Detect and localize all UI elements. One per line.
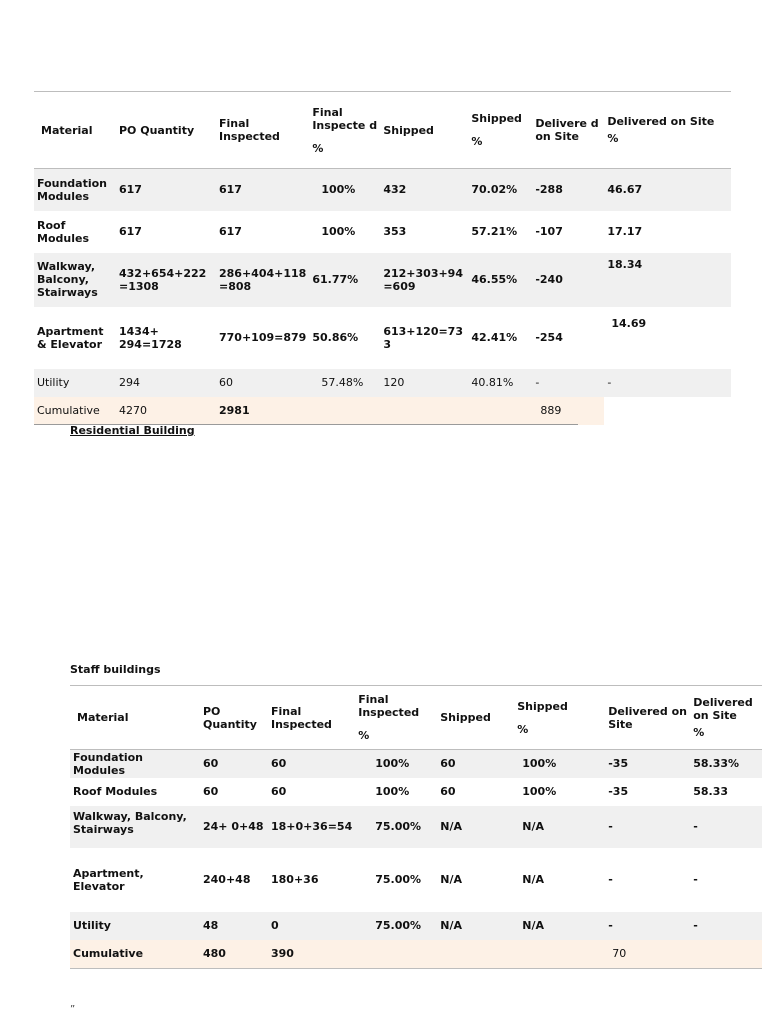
header-material: Material xyxy=(34,92,116,169)
header-shipped-pct: Shipped % xyxy=(468,92,532,169)
residential-caption: Residential Building xyxy=(70,424,195,437)
cell: 212+303+94 =609 xyxy=(380,253,468,307)
cell: 100% xyxy=(309,169,380,211)
cell: -107 xyxy=(535,225,563,238)
cell-material: Foundation Modules xyxy=(70,750,200,778)
cell: 18+0+36=54 xyxy=(268,806,355,848)
cell: 57.48% xyxy=(309,369,380,397)
table-header-row xyxy=(70,686,762,750)
table-row xyxy=(70,912,762,940)
header-shipped-pct: Shipped % xyxy=(514,686,600,750)
cell: - xyxy=(600,912,690,940)
cell: N/A xyxy=(514,912,600,940)
cell: 57.21% xyxy=(471,225,518,238)
cell: 60 xyxy=(440,785,456,798)
cell: 42.41% xyxy=(471,331,518,344)
staff-caption: Staff buildings xyxy=(70,663,161,676)
cell: 60 xyxy=(268,750,355,778)
cell: - xyxy=(604,369,731,397)
cell-material: Roof Modules xyxy=(37,218,89,245)
table-row xyxy=(70,848,762,912)
cell: 60 xyxy=(216,369,309,397)
footnote-mark: ” xyxy=(70,1004,76,1015)
cell: 46.67 xyxy=(604,169,731,211)
cell: 100% xyxy=(321,225,356,238)
cumulative-row xyxy=(34,397,731,425)
cell: 100% xyxy=(355,750,437,778)
cell: 100% xyxy=(522,785,557,798)
cell-material: Cumulative xyxy=(34,397,116,425)
cell xyxy=(468,397,532,425)
cell: 17.17 xyxy=(607,225,643,238)
cell: 480 xyxy=(200,940,268,969)
cell: 50.86% xyxy=(312,331,359,344)
cell-material: Walkway, Balcony, Stairways xyxy=(34,253,116,307)
cell-material: Foundation Modules xyxy=(34,169,116,211)
cell xyxy=(309,397,380,425)
table-row xyxy=(34,169,731,211)
cell: 770+109=879 xyxy=(219,331,307,344)
cell: 2981 xyxy=(216,397,309,425)
cell xyxy=(437,940,514,969)
cell: 58.33 xyxy=(693,785,729,798)
residential-table xyxy=(34,91,731,425)
cell: - xyxy=(600,806,690,848)
header-delivered-pct: Delivered on Site % xyxy=(690,686,762,750)
header-final-inspected: Final Inspected xyxy=(268,686,355,750)
cell: 0 xyxy=(268,912,355,940)
cell: 18.34 xyxy=(604,253,731,307)
cell: 240+48 xyxy=(203,873,251,886)
cell: - xyxy=(690,806,762,848)
table-row xyxy=(34,307,731,369)
cell: 58.33% xyxy=(690,750,762,778)
cell: 390 xyxy=(268,940,355,969)
cell: -35 xyxy=(608,785,629,798)
cell: 60 xyxy=(203,785,219,798)
cell: N/A xyxy=(522,873,544,886)
cell: 617 xyxy=(116,169,216,211)
header-po-quantity: PO Quantity xyxy=(116,92,216,169)
cell: 100% xyxy=(514,750,600,778)
cell: 889 xyxy=(532,397,604,425)
cell: 432 xyxy=(380,169,468,211)
cell: 60 xyxy=(271,785,287,798)
header-final-inspected: Final Inspected xyxy=(216,92,309,169)
cell-empty xyxy=(604,397,731,425)
table-row xyxy=(70,806,762,848)
cell: -240 xyxy=(532,253,604,307)
header-delivered: Delivere d on Site xyxy=(532,92,604,169)
cell: -254 xyxy=(535,331,563,344)
cell-material: Apartment & Elevator xyxy=(37,324,104,351)
cell: 286+404+118 =808 xyxy=(216,253,309,307)
table-row xyxy=(70,750,762,778)
cell: 75.00% xyxy=(355,912,437,940)
cell xyxy=(690,940,762,969)
cell: 180+36 xyxy=(271,873,319,886)
cell: 617 xyxy=(216,169,309,211)
cell: 617 xyxy=(219,225,242,238)
table-row xyxy=(34,211,731,253)
cell xyxy=(380,397,468,425)
cell: 617 xyxy=(119,225,142,238)
staff-table xyxy=(70,685,762,969)
cell: 40.81% xyxy=(468,369,532,397)
cell: 60 xyxy=(437,750,514,778)
cell: 353 xyxy=(383,225,407,238)
header-final-inspected-pct: Final Inspecte d % xyxy=(309,92,380,169)
cell: -288 xyxy=(532,169,604,211)
table-row xyxy=(34,369,731,397)
table-header-row xyxy=(34,92,731,169)
cell-material: Roof Modules xyxy=(73,785,158,798)
cell-material: Cumulative xyxy=(70,940,200,969)
cell: 14.69 xyxy=(611,316,647,330)
cell: 4270 xyxy=(116,397,216,425)
cell: 75.00% xyxy=(375,873,422,886)
cell xyxy=(355,940,437,969)
cell: 48 xyxy=(200,912,268,940)
cell: - xyxy=(532,369,604,397)
cell: 75.00% xyxy=(355,806,437,848)
cell: N/A xyxy=(440,873,462,886)
cell-material: Utility xyxy=(70,912,200,940)
header-final-inspected-pct: Final Inspected % xyxy=(355,686,437,750)
cell: - xyxy=(690,912,762,940)
cumulative-row xyxy=(70,940,762,969)
cell-material: Walkway, Balcony, Stairways xyxy=(70,806,200,848)
cell: 1434+ 294=1728 xyxy=(119,324,182,351)
cell: 613+120=73 3 xyxy=(383,324,463,351)
table-row xyxy=(70,778,762,806)
cell: N/A xyxy=(437,912,514,940)
header-shipped: Shipped xyxy=(380,92,468,169)
cell: 61.77% xyxy=(309,253,380,307)
header-shipped: Shipped xyxy=(437,686,514,750)
cell: 432+654+222 =1308 xyxy=(116,253,216,307)
cell: 120 xyxy=(380,369,468,397)
header-delivered: Delivered on Site xyxy=(600,686,690,750)
header-po-quantity: PO Quantity xyxy=(200,686,268,750)
cell: 60 xyxy=(200,750,268,778)
header-delivered-pct: Delivered on Site % xyxy=(604,92,731,169)
cell-material: Utility xyxy=(34,369,116,397)
cell xyxy=(514,940,600,969)
cell: N/A xyxy=(437,806,514,848)
cell: 46.55% xyxy=(468,253,532,307)
header-material: Material xyxy=(70,686,200,750)
cell: - xyxy=(608,873,613,886)
cell-material: Apartment, Elevator xyxy=(73,866,144,893)
cell: 70.02% xyxy=(468,169,532,211)
cell: - xyxy=(693,873,698,886)
cell: 24+ 0+48 xyxy=(200,806,268,848)
cell: 294 xyxy=(116,369,216,397)
table-row xyxy=(34,253,731,307)
cell: 70 xyxy=(600,940,690,969)
cell: -35 xyxy=(600,750,690,778)
cell: N/A xyxy=(514,806,600,848)
cell: 100% xyxy=(375,785,410,798)
